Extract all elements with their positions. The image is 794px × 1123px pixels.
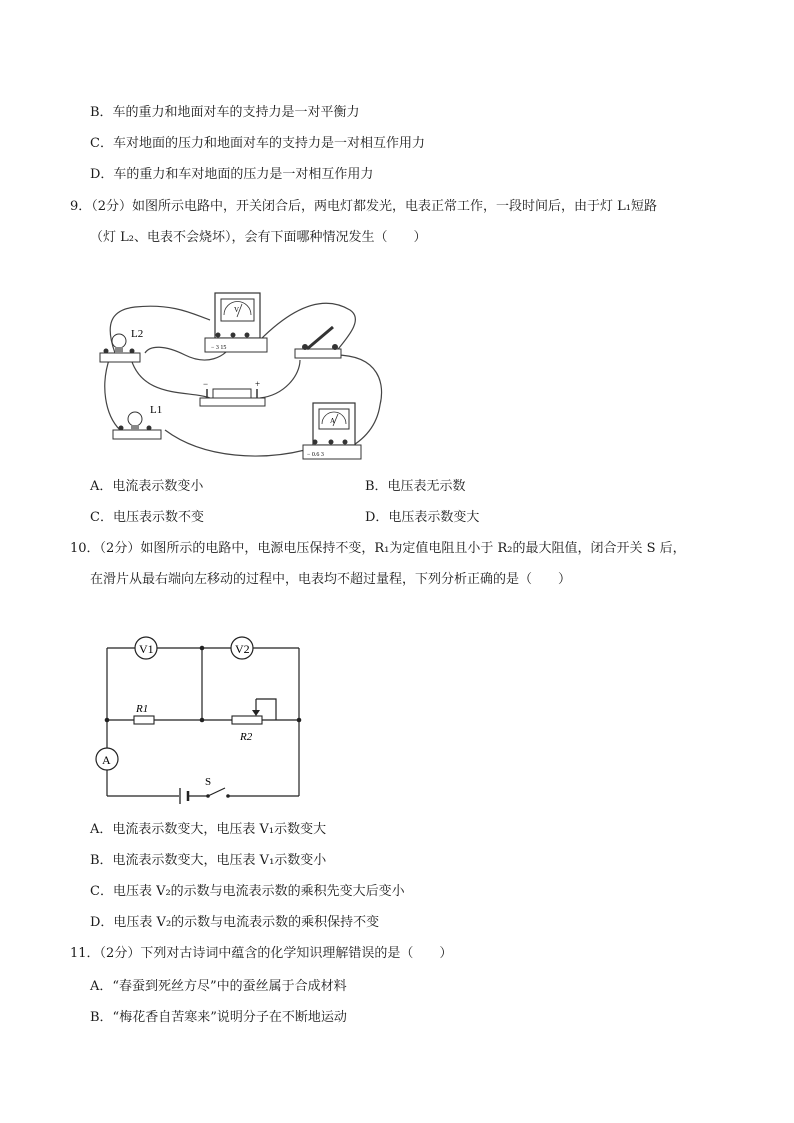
q9-option-c: C．电压表示数不变 <box>90 510 204 525</box>
q8-option-c: C．车对地面的压力和地面对车的支持力是一对相互作用力 <box>90 136 425 151</box>
q9-option-d: D．电压表示数变大 <box>365 510 480 525</box>
ammeter-label: A <box>330 417 336 425</box>
rheostat-r2-icon <box>232 699 262 743</box>
q10-stem: 10．（2分）如图所示的电路中，电源电压保持不变，R₁为定值电阻且小于 R₂的最大阻值，闭合开关 S 后， <box>70 541 686 556</box>
q10-option-c: C．电压表 V₂的示数与电流表示数的乘积先变大后变小 <box>90 884 405 899</box>
ammeter-a-label: A <box>102 753 111 767</box>
battery-negative-label: − <box>203 379 209 389</box>
voltmeter-icon <box>205 293 267 352</box>
q11-option-b: B．“梅花香自苦寒来”说明分子在不断地运动 <box>90 1010 347 1025</box>
q10-option-d: D．电压表 V₂的示数与电流表示数的乘积保持不变 <box>90 915 380 930</box>
lamp-l2-label: L2 <box>131 328 144 340</box>
q9-stem: 9．（2分）如图所示电路中，开关闭合后，两电灯都发光，电表正常工作，一段时间后，由于灯 L₁短路 <box>70 199 658 214</box>
ammeter-icon <box>303 403 361 459</box>
lamp-l1-label: L1 <box>150 404 163 416</box>
battery-cell-icon <box>180 788 188 804</box>
q11-stem: 11．（2分）下列对古诗词中蕴含的化学知识理解错误的是（ ） <box>70 946 453 961</box>
switch-s-label: S <box>205 776 212 788</box>
q9-stem-continued: （灯 L₂、电表不会烧坏），会有下面哪种情况发生（ ） <box>90 230 427 245</box>
ammeter-terminal-labels: − 0.6 3 <box>307 452 324 458</box>
q9-circuit-figure <box>95 285 395 465</box>
voltmeter-v1-icon <box>135 637 157 659</box>
q11-option-a: A．“春蚕到死丝方尽”中的蚕丝属于合成材料 <box>90 979 347 994</box>
q9-option-a: A．电流表示数变小 <box>90 479 204 494</box>
resistor-r1-icon <box>134 703 154 724</box>
switch-s-icon <box>205 776 230 798</box>
battery-icon <box>200 379 265 406</box>
r2-label: R2 <box>240 731 253 743</box>
ammeter-a-icon <box>96 748 118 770</box>
r1-label: R1 <box>136 703 149 715</box>
q8-option-d: D．车的重力和车对地面的压力是一对相互作用力 <box>90 167 374 182</box>
q10-option-a: A．电流表示数变大，电压表 V₁示数变大 <box>90 822 327 837</box>
q8-option-b: B．车的重力和地面对车的支持力是一对平衡力 <box>90 105 360 120</box>
voltmeter-v2-icon <box>231 637 253 659</box>
lamp-l1-icon <box>113 404 162 439</box>
voltmeter-terminal-labels: − 3 15 <box>211 345 227 351</box>
q10-circuit-figure <box>90 632 320 807</box>
voltmeter-label: V <box>234 306 240 314</box>
lamp-l2-icon <box>100 328 143 362</box>
q9-option-b: B．电压表无示数 <box>365 479 466 494</box>
q10-option-b: B．电流表示数变大，电压表 V₁示数变小 <box>90 853 327 868</box>
v1-label: V1 <box>139 642 154 656</box>
knife-switch-icon <box>295 327 341 358</box>
q10-stem-continued: 在滑片从最右端向左移动的过程中，电表均不超过量程，下列分析正确的是（ ） <box>90 572 572 587</box>
battery-positive-label: + <box>255 379 261 389</box>
v2-label: V2 <box>235 642 250 656</box>
